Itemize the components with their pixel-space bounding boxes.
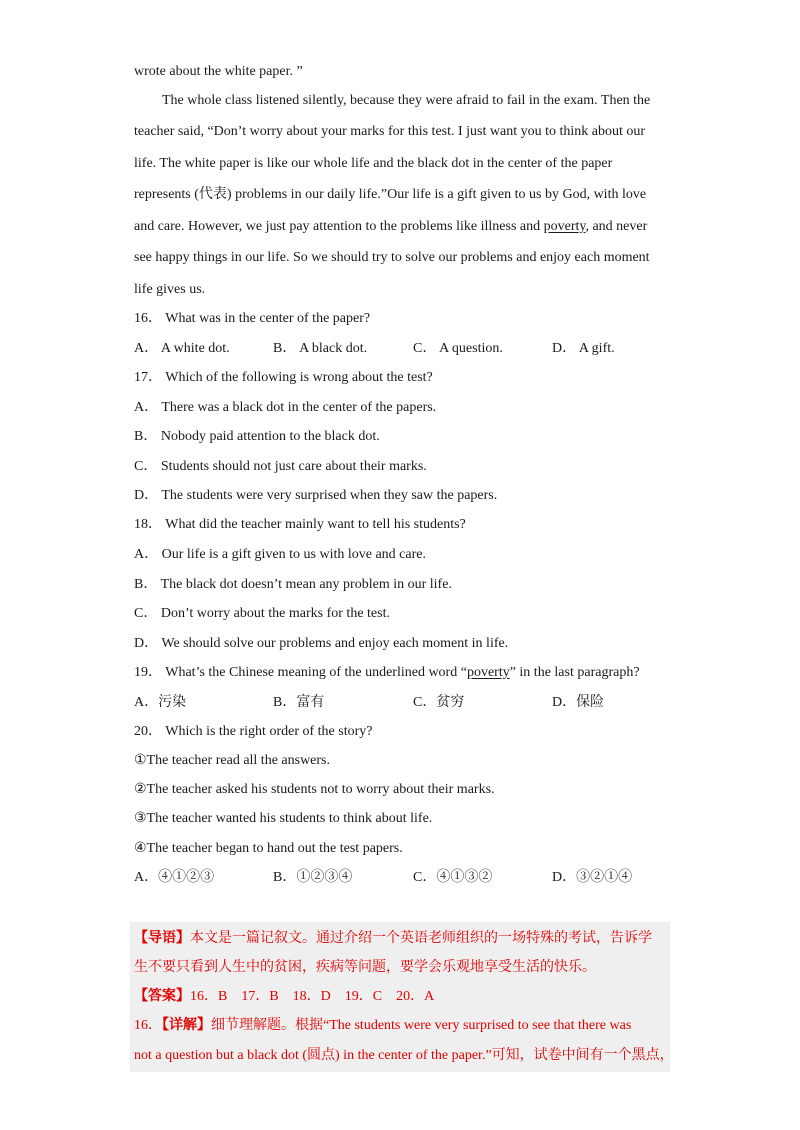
- detail-line: [134, 1017, 631, 1035]
- order-item: ①The teacher read all the answers.: [134, 753, 331, 768]
- detail-tag: 【详解】: [162, 1018, 211, 1033]
- option-b: B． A black dot.: [273, 341, 368, 356]
- passage-text: , and never: [585, 219, 648, 234]
- guide-text: 本文是一篇记叙文。通过介绍一个英语老师组织的一场特殊的考试，告诉学: [190, 931, 652, 946]
- answer-text: 16．B 17．B 18．D 19．C 20．A: [190, 989, 435, 1004]
- option-a: A． A white dot.: [134, 341, 230, 356]
- passage-line: life. The white paper is like our whole life and the black dot in the center of the paper: [134, 156, 613, 171]
- question-stem: 16． What was in the center of the paper?: [134, 311, 371, 326]
- question-stem: 18． What did the teacher mainly want to tell his students?: [134, 517, 466, 532]
- order-item: ③The teacher wanted his students to think about life.: [134, 811, 433, 826]
- option-d: D． We should solve our problems and enjoy each moment in life.: [134, 636, 509, 651]
- question-stem: 20． Which is the right order of the story?: [134, 724, 373, 739]
- question-stem: 17． Which of the following is wrong about the test?: [134, 370, 433, 385]
- answer-line: [134, 988, 434, 1006]
- option-b: B．①②③④: [273, 870, 353, 885]
- guide-line: [134, 930, 652, 948]
- option-d: D．保险: [552, 695, 605, 710]
- stem-text: ” in the last paragraph?: [509, 665, 640, 680]
- option-d: D．③②①④: [552, 870, 633, 885]
- option-d: D． The students were very surprised when they saw the papers.: [134, 488, 498, 503]
- option-c: C． Students should not just care about their marks.: [134, 459, 427, 474]
- passage-line: The whole class listened silently, because they were afraid to fail in the exam. Then the: [162, 93, 651, 108]
- passage-line: wrote about the white paper. ”: [134, 64, 303, 79]
- option-a: A． Our life is a gift given to us with love and care.: [134, 547, 426, 562]
- passage-line: [134, 218, 647, 236]
- passage-line: see happy things in our life. So we should try to solve our problems and enjoy each moment: [134, 250, 650, 265]
- order-item: ②The teacher asked his students not to worry about their marks.: [134, 782, 495, 797]
- option-c: C． Don’t worry about the marks for the test.: [134, 606, 390, 621]
- option-a: A．④①②③: [134, 870, 215, 885]
- detail-line: not a question but a black dot (圆点) in the center of the paper.”可知，试卷中间有一个黑点，: [134, 1048, 674, 1063]
- underlined-word: poverty: [543, 219, 586, 234]
- passage-text: and care. However, we just pay attention to the problems like illness and: [134, 219, 544, 234]
- option-b: B． Nobody paid attention to the black dot.: [134, 429, 380, 444]
- question-stem: [134, 664, 640, 682]
- option-b: B． The black dot doesn’t mean any problem in our life.: [134, 577, 452, 592]
- passage-line: represents (代表) problems in our daily life.”Our life is a gift given to us by God, with love: [134, 187, 647, 202]
- answer-tag: 【答案】: [134, 989, 190, 1004]
- option-c: C．④①③②: [413, 870, 493, 885]
- option-c: C．贫穷: [413, 695, 465, 710]
- option-c: C． A question.: [413, 341, 503, 356]
- option-a: A． There was a black dot in the center of the papers.: [134, 400, 437, 415]
- option-b: B．富有: [273, 695, 325, 710]
- detail-text: 细节理解题。根据“The students were very surprised to see that there was: [211, 1018, 632, 1033]
- guide-line: 生不要只看到人生中的贫困，疾病等问题，要学会乐观地享受生活的快乐。: [134, 960, 596, 975]
- order-item: ④The teacher began to hand out the test papers.: [134, 841, 403, 856]
- passage-line: teacher said, “Don’t worry about your marks for this test. I just want you to think about our: [134, 124, 646, 139]
- passage-line: life gives us.: [134, 282, 206, 297]
- stem-text: 19． What’s the Chinese meaning of the underlined word “: [134, 665, 467, 680]
- underlined-word: poverty: [466, 665, 510, 680]
- option-d: D． A gift.: [552, 341, 615, 356]
- option-a: A．污染: [134, 695, 187, 710]
- detail-number: 16．: [134, 1018, 162, 1033]
- guide-tag: 【导语】: [134, 931, 190, 946]
